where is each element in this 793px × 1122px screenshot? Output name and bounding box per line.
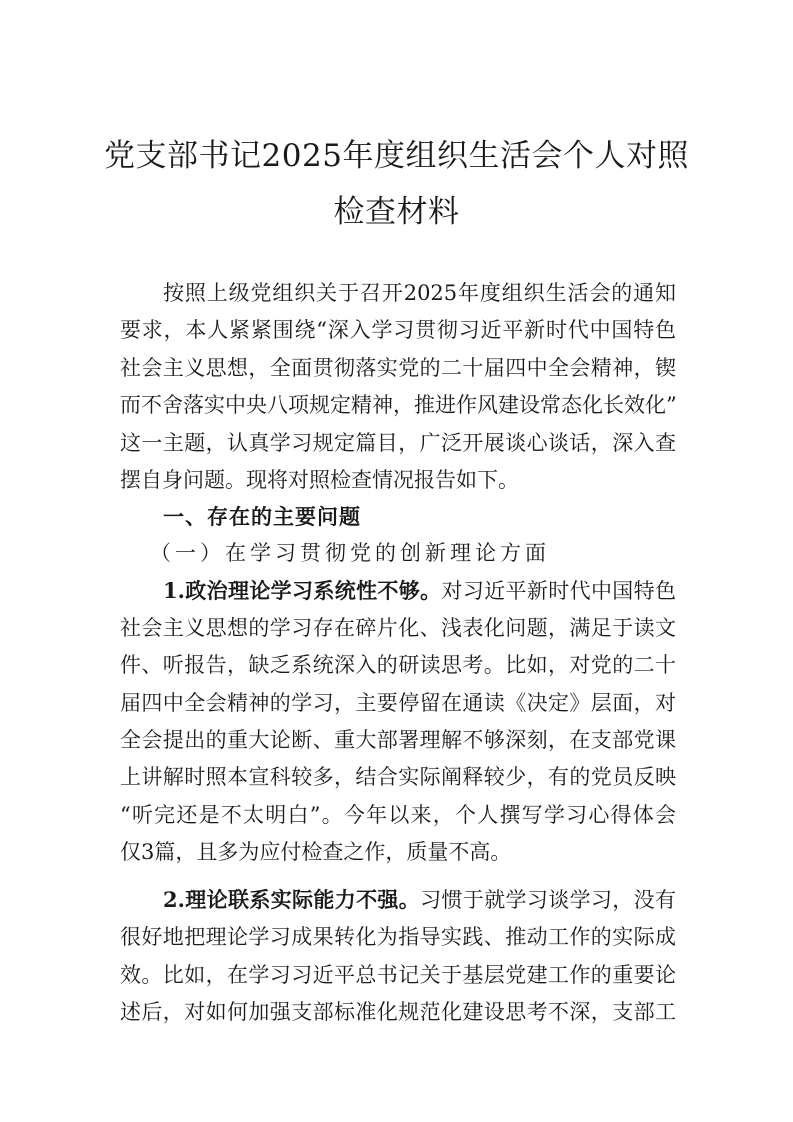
text-line: 上讲解时照本宣科较多，结合实际阐释较少，有的党员反映 xyxy=(120,765,676,789)
section-heading: 一、存在的主要问题 xyxy=(163,504,361,529)
item-heading: 2.理论联系实际能力不强。 xyxy=(163,887,421,912)
text-line: 效。比如，在学习习近平总书记关于基层党建工作的重要论 xyxy=(120,963,676,987)
text-line xyxy=(163,576,676,606)
text-line: “听完还是不太明白”。今年以来，个人撰写学习心得体会 xyxy=(120,803,676,827)
text-line: 按照上级党组织关于召开2025年度组织生活会的通知 xyxy=(163,281,676,305)
document-title-line-1: 党支部书记2025年度组织生活会个人对照 xyxy=(104,138,689,174)
text-line: 社会主义思想的学习存在碎片化、浅表化问题，满足于读文 xyxy=(120,616,676,640)
text-line: 件、听报告，缺乏系统深入的研读思考。比如，对党的二十 xyxy=(120,653,676,677)
text-line: 摆自身问题。现将对照检查情况报告如下。 xyxy=(120,468,519,492)
text-line: 这一主题，认真学习规定篇目，广泛开展谈心谈话，深入查 xyxy=(120,431,676,455)
text-line: 届四中全会精神的学习，主要停留在通读《决定》层面，对 xyxy=(120,691,676,715)
text-line: 要求，本人紧紧围绕“深入学习贯彻习近平新时代中国特色 xyxy=(120,318,676,342)
text-line: 述后，对如何加强支部标准化规范化建设思考不深，支部工 xyxy=(120,1000,676,1024)
document-title-line-2: 检查材料 xyxy=(333,194,460,230)
item-text: 习惯于就学习谈学习，没有 xyxy=(420,888,677,912)
text-line xyxy=(163,885,676,915)
text-line: 全会提出的重大论断、重大部署理解不够深刻，在支部党课 xyxy=(120,728,676,752)
text-line: 仅3篇，且多为应付检查之作，质量不高。 xyxy=(120,840,512,864)
text-line: 很好地把理论学习成果转化为指导实践、推动工作的实际成 xyxy=(120,925,676,949)
item-text: 对习近平新时代中国特色 xyxy=(441,579,677,603)
item-heading: 1.政治理论学习系统性不够。 xyxy=(163,578,442,603)
subsection-heading: （一）在学习贯彻党的创新理论方面 xyxy=(150,541,550,565)
text-line: 而不舍落实中央八项规定精神，推进作风建设常态化长效化” xyxy=(120,393,677,417)
text-line: 社会主义思想，全面贯彻落实党的二十届四中全会精神，锲 xyxy=(120,356,676,380)
